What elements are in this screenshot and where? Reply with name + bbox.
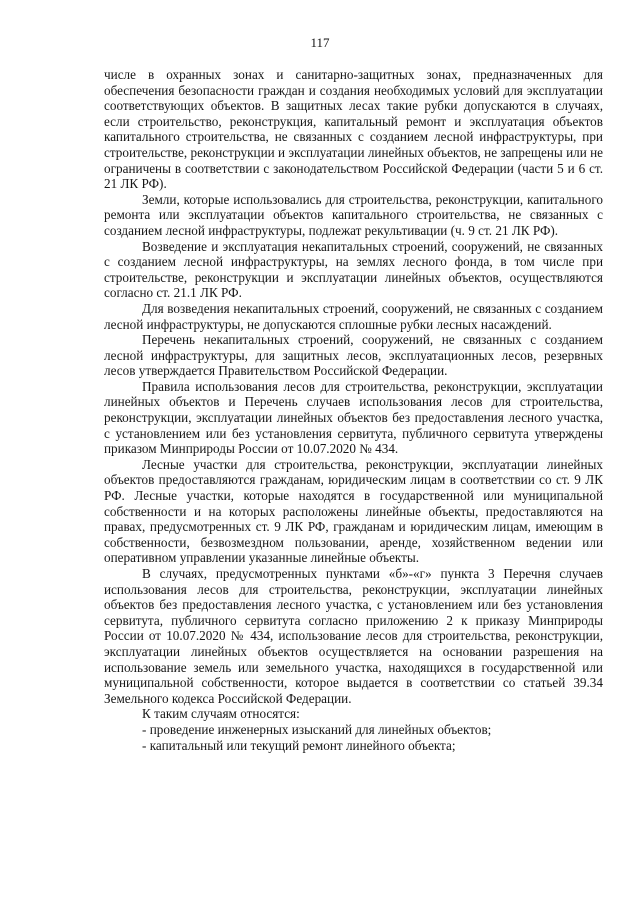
body-text xyxy=(104,67,603,753)
list-item: - проведение инженерных изысканий для линейных объектов; xyxy=(142,721,492,737)
paragraph: Для возведения некапитальных строений, сооружений, не связанных с созданием лесной инфраструктуры, не допускаются сплошные рубки лесных насаждений. xyxy=(104,300,603,332)
page-number: 117 xyxy=(310,35,330,50)
paragraph-continuation: числе в охранных зонах и санитарно-защитных зонах, предназначенных для обеспечения безопасности граждан и создания необходимых условий для эксплуатации соответствующих объектов. В защитных лесах такие рубки допускаются в случаях, если строительство, реконструкция, капитальный ремонт и эксплуатация объектов капитального строительства, не связанных с созданием лесной инфраструктуры, при строительстве, реконструкции и эксплуатации линейных объектов, не запрещены или не ограничены в соответствии с законодательством Российской Федерации (части 5 и 6 ст. 21 ЛК РФ). xyxy=(104,67,603,192)
list-item: - капитальный или текущий ремонт линейного объекта; xyxy=(142,737,456,753)
paragraph: Правила использования лесов для строительства, реконструкции, эксплуатации линейных объектов и Перечень случаев использования лесов для строительства, реконструкции, эксплуатации линейных объектов без предоставления лесного участка, с установлением или без установления сервитута, публичного сервитута утверждены приказом Минприроды России от 10.07.2020 № 434. xyxy=(104,378,603,457)
paragraph: Лесные участки для строительства, реконструкции, эксплуатации линейных объектов предоставляются гражданам, юридическим лицам в соответствии со ст. 9 ЛК РФ. Лесные участки, которые находятся в государственной или муниципальной собственности и на которых расположены линейные объекты, предоставляются на правах, предусмотренных ст. 9 ЛК РФ, гражданам и юридическим лицам, имеющим в собственности, безвозмездном пользовании, аренде, хозяйственном ведении или оперативном управлении указанные линейные объекты. xyxy=(104,456,603,566)
paragraph: В случаях, предусмотренных пунктами «б»-«г» пункта 3 Перечня случаев использования лесов для строительства, реконструкции, эксплуатации линейных объектов без предоставления лесного участка, с установлением или без установления сервитута, публичного сервитута согласно приложению 2 к приказу Минприроды России от 10.07.2020 № 434, использование лесов для строительства, реконструкции, эксплуатации линейных объектов осуществляется на основании разрешения на использование земель или земельного участка, находящихся в государственной или муниципальной собственности, которое выдается в соответствии со статьей 39.34 Земельного кодекса Российской Федерации. xyxy=(104,566,603,706)
paragraph: Возведение и эксплуатация некапитальных строений, сооружений, не связанных с созданием лесной инфраструктуры, на землях лесного фонда, в том числе при строительстве, реконструкции и эксплуатации линейных объектов, осуществляются согласно ст. 21.1 ЛК РФ. xyxy=(104,238,603,301)
paragraph: Перечень некапитальных строений, сооружений, не связанных с созданием лесной инфраструктуры, для защитных лесов, эксплуатационных лесов, резервных лесов утверждается Правительством Российской Федерации. xyxy=(104,332,603,379)
list-intro: К таким случаям относятся: xyxy=(142,706,300,722)
paragraph: Земли, которые использовались для строительства, реконструкции, капитального ремонта или эксплуатации объектов капитального строительства, не связанных с созданием лесной инфраструктуры, подлежат рекультивации (ч. 9 ст. 21 ЛК РФ). xyxy=(104,191,603,238)
